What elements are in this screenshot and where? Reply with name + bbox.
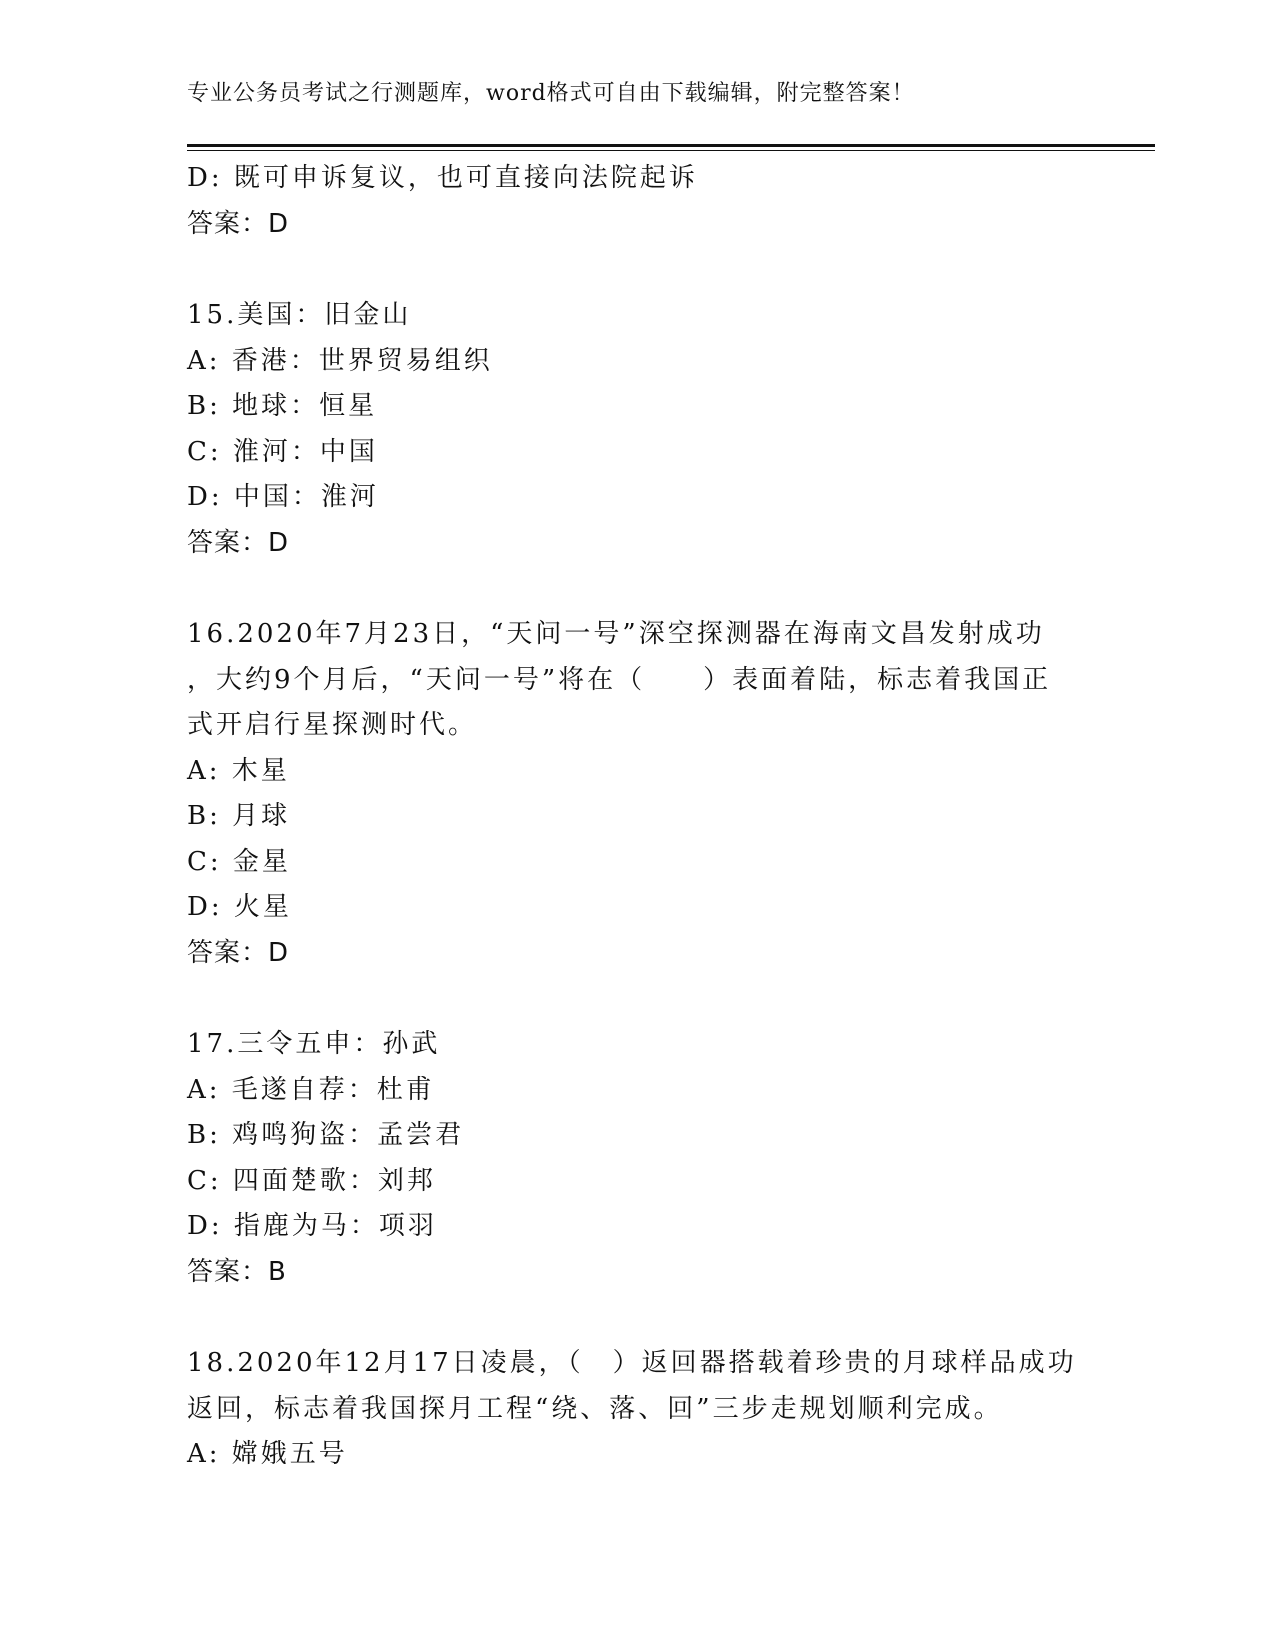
- spacer: [187, 1295, 1087, 1341]
- option-line: A: 毛遂自荐：杜甫: [187, 1074, 435, 1105]
- option-line: D: 既可申诉复议，也可直接向法院起诉: [187, 163, 698, 193]
- page-header: 专业公务员考试之行测题库，word格式可自由下载编辑，附完整答案！: [187, 81, 915, 106]
- question-block-15: [187, 293, 1087, 566]
- spacer: [187, 247, 1087, 293]
- option-line: A: 木星: [187, 755, 290, 786]
- question-stem: 15.美国：旧金山: [187, 300, 412, 330]
- option-line: A: 香港：世界贸易组织: [187, 345, 493, 376]
- option-line: B: 地球：恒星: [187, 391, 378, 421]
- question-stem: 18.2020年12月17日凌晨，（ ）返回器搭载着珍贵的月球样品成功: [187, 1348, 1077, 1378]
- question-block-16: [187, 612, 1087, 976]
- header-rule-thin: [187, 150, 1155, 151]
- answer-line: 答案：D: [187, 527, 290, 558]
- spacer: [187, 566, 1087, 612]
- option-line: D: 火星: [187, 892, 292, 922]
- option-line: D: 中国：淮河: [187, 482, 379, 512]
- question-stem: 17.三令五申：孙武: [187, 1029, 441, 1059]
- answer-line: 答案：D: [187, 208, 290, 239]
- question-stem: 16.2020年7月23日，“天问一号”深空探测器在海南文昌发射成功: [187, 619, 1045, 649]
- question-stem: 返回，标志着我国探月工程“绕、落、回”三步走规划顺利完成。: [187, 1393, 1003, 1424]
- question-block-14-tail: [187, 156, 1087, 247]
- question-block-17: [187, 1022, 1087, 1295]
- option-line: C: 淮河：中国: [187, 436, 378, 467]
- header-rule-thick: [187, 144, 1155, 147]
- answer-line: 答案：B: [187, 1256, 287, 1287]
- question-stem: ，大约9个月后，“天问一号”将在（ ）表面着陆，标志着我国正: [187, 664, 1052, 695]
- question-content: [187, 156, 1087, 1478]
- option-line: D: 指鹿为马：项羽: [187, 1211, 437, 1241]
- question-stem: 式开启行星探测时代。: [187, 710, 478, 740]
- option-line: A: 嫦娥五号: [187, 1439, 348, 1469]
- option-line: C: 四面楚歌：刘邦: [187, 1165, 436, 1196]
- answer-line: 答案：D: [187, 937, 290, 968]
- option-line: B: 鸡鸣狗盗：孟尝君: [187, 1120, 465, 1150]
- question-block-18: [187, 1341, 1087, 1478]
- option-line: B: 月球: [187, 801, 291, 831]
- option-line: C: 金星: [187, 846, 291, 877]
- spacer: [187, 976, 1087, 1022]
